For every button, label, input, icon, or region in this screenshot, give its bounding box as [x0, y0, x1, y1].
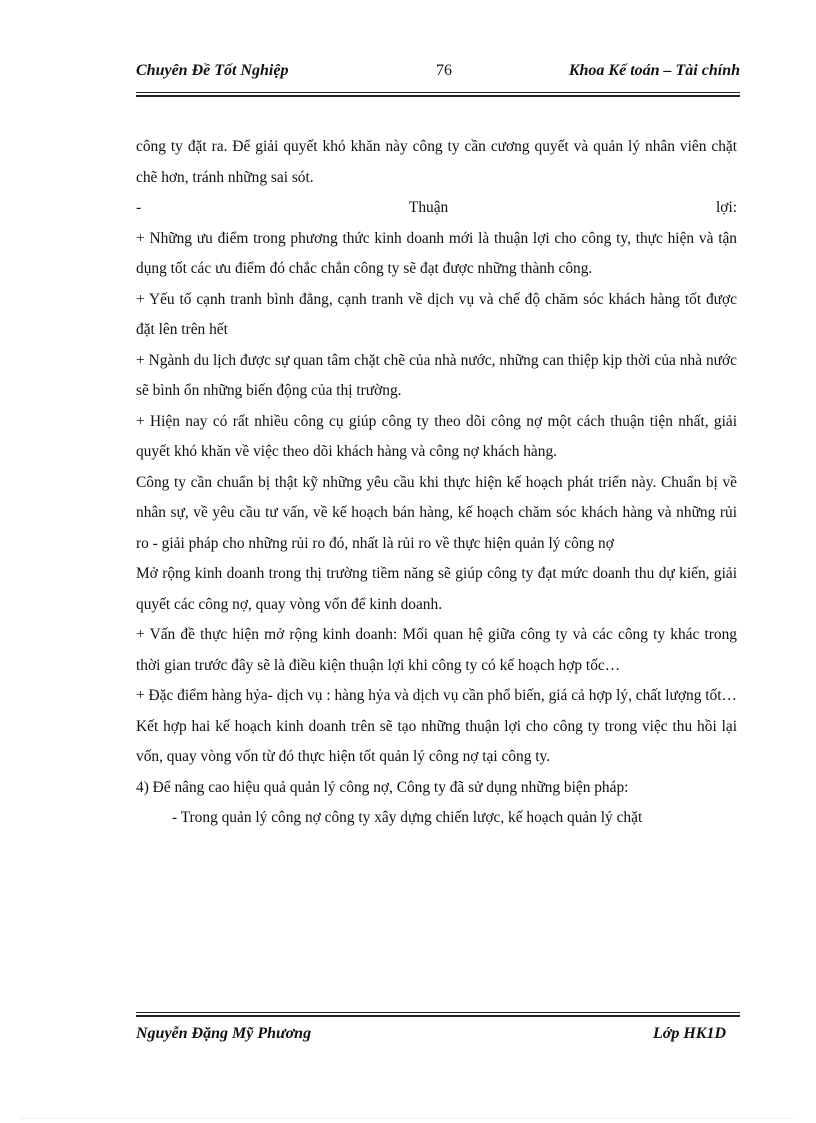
paragraph: Kết hợp hai kế hoạch kinh doanh trên sẽ tạo những thuận lợi cho công ty trong việc thu hồi lại vốn, quay vòng vốn từ đó thực hiện tốt quản lý công nợ tại công ty. — [136, 717, 737, 765]
paragraph: + Hiện nay có rất nhiều công cụ giúp công ty theo dõi công nợ một cách thuận tiện nhất, giải quyết khó khăn về việc theo dõi khách hàng và công nợ khách hàng. — [136, 412, 737, 460]
page-number: 76 — [436, 62, 452, 79]
header-faculty: Khoa Kế toán – Tài chính — [568, 62, 740, 79]
page-body — [136, 132, 737, 834]
section-heading-advantages — [136, 193, 737, 224]
page-header — [136, 62, 740, 88]
heading-word: Thuận — [408, 199, 449, 216]
paragraph: 4) Để nâng cao hiệu quả quản lý công nợ, Công ty đã sử dụng những biện pháp: — [136, 778, 629, 796]
paragraph: Mở rộng kinh doanh trong thị trường tiềm năng sẽ giúp công ty đạt mức doanh thu dự kiến, giải quyết các công nợ, quay vòng vốn để kinh doanh. — [136, 565, 737, 613]
paragraph: công ty đặt ra. Để giải quyết khó khăn này công ty cần cương quyết và quản lý nhân viên chặt chẽ hơn, tránh những sai sót. — [136, 138, 737, 186]
paragraph: - Trong quản lý công nợ công ty xây dựng chiến lược, kế hoạch quản lý chặt — [172, 809, 643, 826]
footer-author: Nguyễn Đặng Mỹ Phương — [136, 1025, 312, 1042]
paragraph: + Yếu tố cạnh tranh bình đẳng, cạnh tranh về dịch vụ và chế độ chăm sóc khách hàng tốt được đặt lên trên hết — [136, 290, 737, 338]
paragraph: Công ty cần chuẩn bị thật kỹ những yêu cầu khi thực hiện kế hoạch phát triển này. Chuẩn bị về nhân sự, về yêu cầu tư vấn, về kế hoạch bán hàng, kế hoạch chăm sóc khách hàng và những rủi ro - giải pháp cho những rủi ro đó, nhất là rủi ro về thực hiện quản lý công nợ — [136, 473, 737, 552]
page-bottom-dotted-line — [20, 1118, 796, 1119]
heading-dash: - — [136, 199, 142, 216]
paragraph: + Những ưu điểm trong phương thức kinh doanh mới là thuận lợi cho công ty, thực hiện và tận dụng tốt các ưu điểm đó chắc chắn công ty sẽ đạt được những thành công. — [136, 229, 737, 277]
footer-divider — [136, 1012, 740, 1017]
heading-word: lợi: — [716, 199, 737, 216]
page-footer — [136, 1025, 726, 1049]
paragraph: + Đặc điểm hàng hỷa- dịch vụ : hàng hỷa và dịch vụ cần phổ biến, giá cả hợp lý, chất lượng tốt… — [136, 687, 737, 704]
footer-class: Lớp HK1D — [652, 1025, 726, 1042]
paragraph: + Ngành du lịch được sự quan tâm chặt chẽ của nhà nước, những can thiệp kịp thời của nhà nước sẽ bình ổn những biến động của thị trường. — [136, 351, 737, 399]
header-thesis-title: Chuyên Đề Tốt Nghiệp — [136, 62, 289, 79]
header-divider — [136, 92, 740, 97]
paragraph: + Vấn đề thực hiện mở rộng kinh doanh: Mối quan hệ giữa công ty và các công ty khác trong thời gian trước đây sẽ là điều kiện thuận lợi khi công ty có kế hoạch hợp tốc… — [136, 626, 737, 674]
